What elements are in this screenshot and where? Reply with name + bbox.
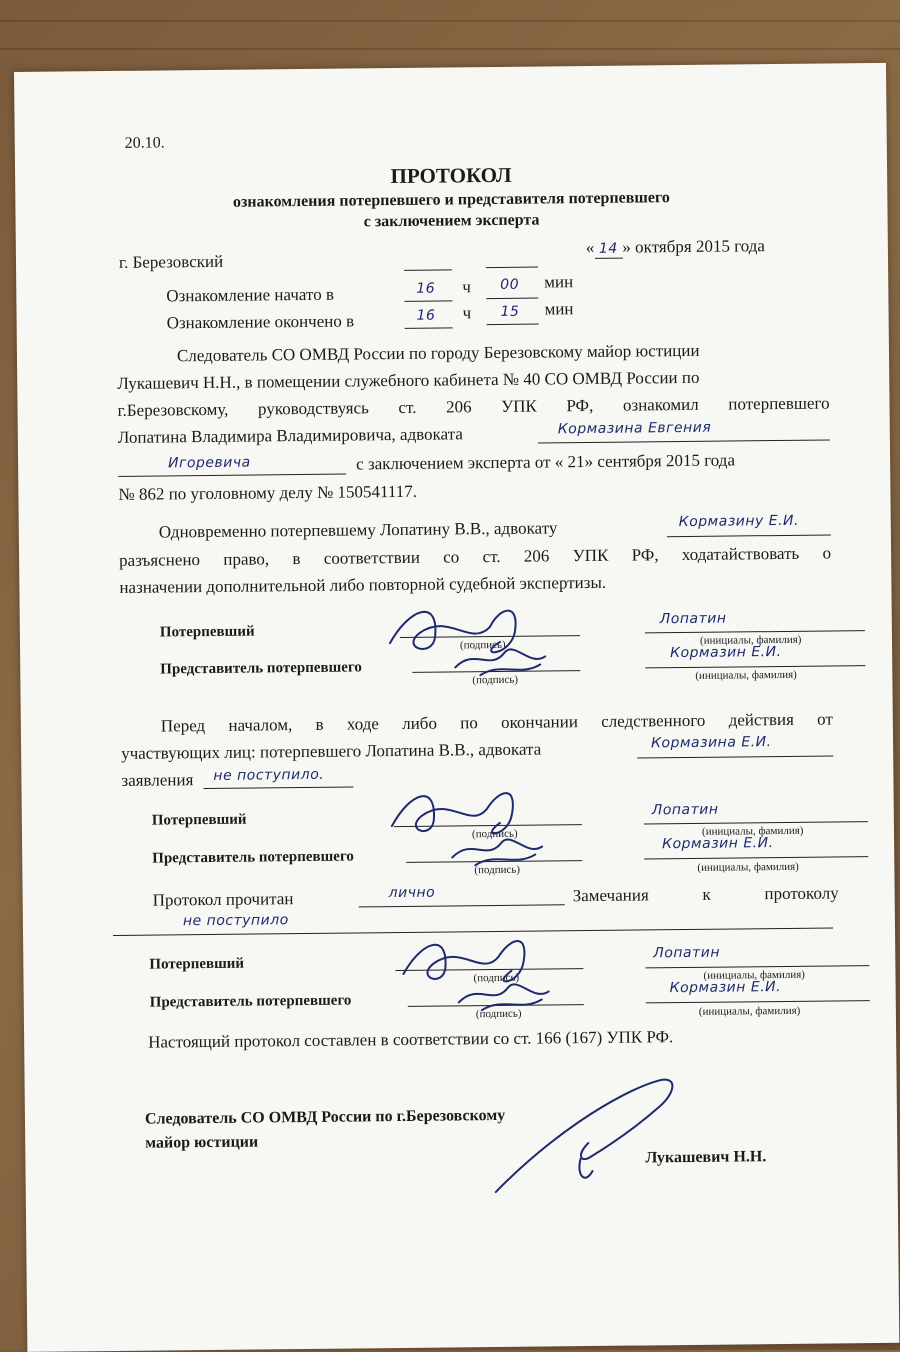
sig1-rep-label: Представитель потерпевшего — [160, 659, 362, 678]
document-sheet: 20.10. ПРОТОКОЛ ознакомления потерпевшего и представителя потерпевшего с заключением эксперта г. Березовский « 14 » октября 2015 года Ознакомление начато в 16 ч 00 мин Ознакомление окончено в 16 ч 15 мин Следователь СО ОМВД России по городу Березовскому майор юстиции Лукашевич Н.Н., в помещении служебного кабинета № 40 СО ОМВД России по г.Березовскому, руководствуясь ст. 206 УПК РФ, ознакомил потерпевшего Лопатина Владимира Владимировича, адвоката Кормазина Евгения Игоревича с заключением эксперта от « 21» сентября 2015 года № 862 по уголовному делу № 150541117. Одновременно потерпевшему Лопатину В.В., адвокату Кормазину Е.И. разъяснено право, в соответствии со ст. 206 УПК РФ, ходатайствовать о назначении дополнительной либо повторной судебной экспертизы. Потерпевший (подпись) Лопатин (инициалы, фамилия) Представитель потерпевшего (подпись) Кормазин Е.И. (инициалы, фамилия) Перед началом, в ходе либо по окончании следственного действия от участвующих лиц: потерпевшего Лопатина В.В., адвоката Кормазина Е.И. заявления не поступило. Потерпевший (подпись) Лопатин (инициалы, фамилия) Представитель потерпевшего (подпись) Кормазин Е.И. (инициалы, фамилия) Протокол прочитан лично Замечания к протоколу не поступило Потерпевший (подпись) Лопатин (инициалы, фамилия) Представитель потерпевшего (подпись) Кормазин Е.И. (инициалы, фамилия) Настоящий протокол составлен в соответствии со ст. 166 (167) УПК РФ. Следователь СО ОМВД России по г.Березовскому майор юстиции Лукашевич Н.Н. — [14, 63, 899, 1352]
p1-line5: с заключением эксперта от « 21» сентября 2015 года — [356, 450, 736, 474]
doc-date: « 14 » октября 2015 года — [585, 236, 766, 258]
investigator-name: Лукашевич Н.Н. — [645, 1148, 767, 1167]
sig2-rep-name-handwritten: Кормазин Е.И. — [662, 835, 774, 853]
sig2-victim-name-handwritten: Лопатин — [651, 801, 719, 819]
start-label: Ознакомление начато в — [166, 284, 335, 306]
p2-line3: назначении дополнительной либо повторной судебной экспертизы. — [119, 572, 607, 597]
remarks-label: Замечания к протоколу — [572, 883, 839, 906]
p3-line3: заявления — [121, 770, 194, 790]
investigator-signature — [479, 1070, 680, 1202]
sig2-victim-label: Потерпевший — [151, 811, 247, 829]
p3-statements-handwritten: не поступило. — [213, 766, 325, 784]
document-subtitle-1: ознакомления потерпевшего и представителя потерпевшего — [232, 189, 670, 211]
p3-line1: Перед началом, в ходе либо по окончании следственного действия от — [160, 709, 833, 736]
p1-line2: Лукашевич Н.Н., в помещении служебного кабинета № 40 СО ОМВД России по — [117, 367, 700, 393]
sig3-rep-name-handwritten: Кормазин Е.И. — [669, 979, 782, 997]
p3-advocate-handwritten: Кормазина Е.И. — [650, 734, 772, 752]
start-hour-handwritten: 16 — [416, 280, 436, 297]
end-minute-handwritten: 15 — [500, 303, 520, 320]
sig3-rep-label: Представитель потерпевшего — [149, 992, 352, 1011]
p1-line4: Лопатина Владимира Владимировича, адвоката — [117, 424, 464, 447]
end-label: Ознакомление окончено в — [166, 311, 355, 333]
sig3-rep-signature — [453, 971, 563, 1017]
remarks-handwritten: не поступило — [182, 912, 289, 930]
investigator-line1: Следователь СО ОМВД России по г.Березовскому — [144, 1106, 506, 1128]
document-title: ПРОТОКОЛ — [390, 162, 512, 189]
p3-line2: участвующих лиц: потерпевшего Лопатина В.В., адвоката — [121, 739, 542, 763]
sig3-victim-label: Потерпевший — [149, 955, 245, 973]
sig2-rep-signature — [447, 826, 557, 872]
final-statement: Настоящий протокол составлен в соответствии со ст. 166 (167) УПК РФ. — [148, 1027, 674, 1052]
sig1-rep-signature — [450, 636, 560, 682]
advocate-name-handwritten-2: Игоревича — [168, 454, 251, 472]
p2-line1: Одновременно потерпевшему Лопатину В.В., адвокату — [158, 518, 558, 542]
p1-line6: № 862 по уголовному делу № 150541117. — [118, 481, 418, 504]
sig2-rep-label: Представитель потерпевшего — [152, 848, 354, 867]
read-label: Протокол прочитан — [152, 889, 294, 910]
p1-line1: Следователь СО ОМВД России по городу Березовскому майор юстиции — [176, 340, 700, 366]
sig1-victim-label: Потерпевший — [159, 623, 255, 641]
investigator-line2: майор юстиции — [145, 1133, 259, 1152]
p1-line3: г.Березовскому, руководствуясь ст. 206 УПК РФ, ознакомил потерпевшего — [117, 393, 830, 420]
start-minute-handwritten: 00 — [500, 276, 520, 293]
document-subtitle-2: с заключением эксперта — [363, 211, 540, 231]
p2-line2: разъяснено право, в соответствии со ст. 206 УПК РФ, ходатайствовать о — [119, 543, 832, 570]
day-handwritten: 14 — [598, 240, 618, 257]
advocate-name-handwritten-1: Кормазина Евгения — [557, 419, 712, 438]
end-hour-handwritten: 16 — [416, 307, 436, 324]
city: г. Березовский — [118, 251, 224, 272]
sig3-victim-name-handwritten: Лопатин — [653, 944, 721, 962]
p2-advocate-handwritten: Кормазину Е.И. — [678, 512, 800, 531]
sig1-rep-name-handwritten: Кормазин Е.И. — [670, 643, 782, 662]
read-handwritten: лично — [388, 884, 436, 902]
date-note: 20.10. — [124, 134, 165, 152]
sig1-victim-name-handwritten: Лопатин — [659, 610, 727, 628]
